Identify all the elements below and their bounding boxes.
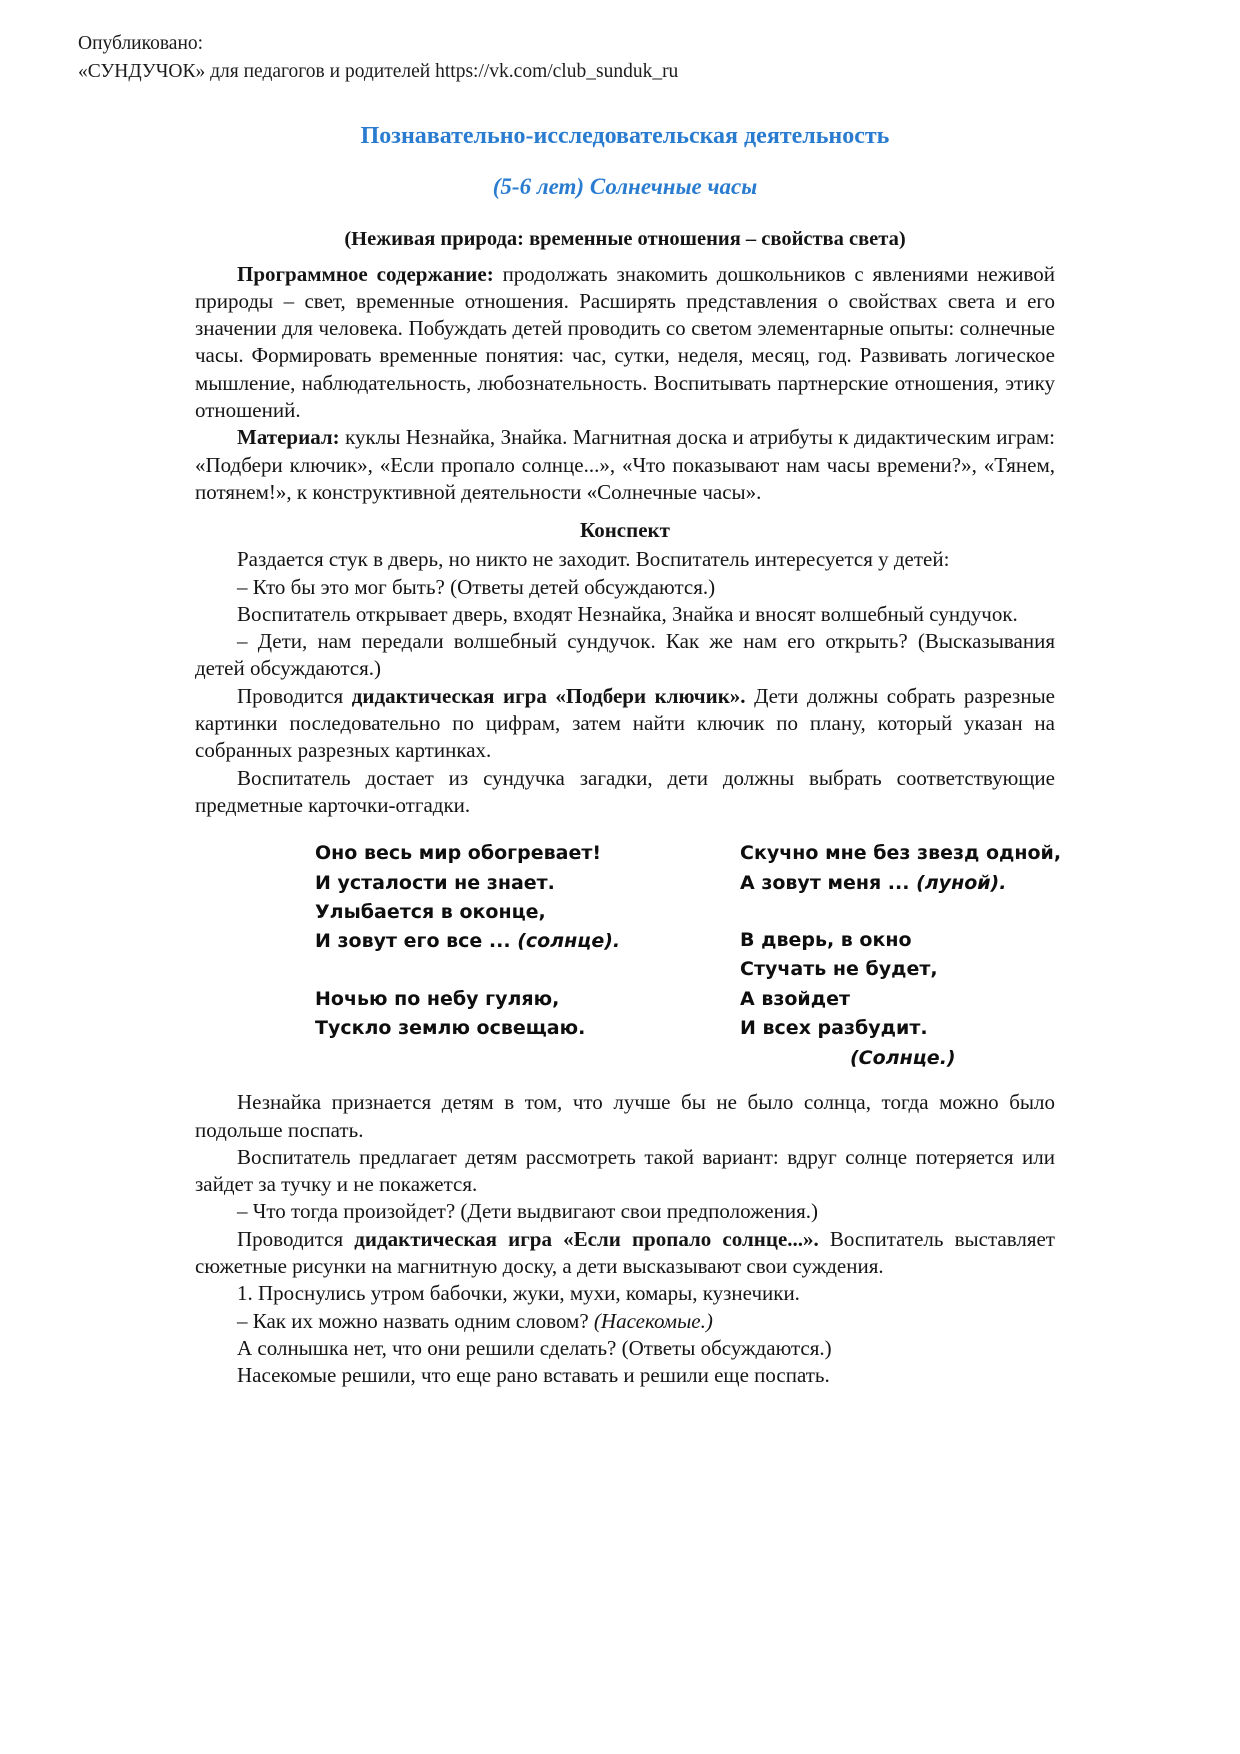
riddle-sunrise <box>740 926 1061 1073</box>
paragraph: Раздается стук в дверь, но никто не заходит. Воспитатель интересуется у детей: <box>237 547 950 572</box>
riddle-line: Оно весь мир обогревает! <box>315 842 602 865</box>
riddle-moon <box>740 839 1061 898</box>
paragraph: – Как их можно назвать одним словом? (Насекомые.) <box>237 1308 713 1333</box>
riddle-sun <box>315 839 665 957</box>
riddle-moon-walk <box>315 985 665 1044</box>
riddle-line: Улыбается в оконце, <box>315 901 546 924</box>
paragraph: Воспитатель достает из сундучка загадки, дети должны выбрать соответствующие предметные карточки-отгадки. <box>195 765 1055 817</box>
riddle-line: А взойдет <box>740 987 850 1010</box>
riddle-line: В дверь, в окно <box>740 929 912 952</box>
published-label: Опубликовано: <box>78 33 204 54</box>
paragraph: А солнышка нет, что они решили сделать? (Ответы обсуждаются.) <box>237 1335 832 1360</box>
riddle-line: И усталости не знает. <box>315 871 555 894</box>
paragraph: Незнайка признается детям в том, что лучше бы не было солнца, тогда можно было подольше поспать. <box>195 1090 1055 1142</box>
paragraph: – Что тогда произойдет? (Дети выдвигают свои предположения.) <box>237 1199 819 1224</box>
paragraph: Воспитатель открывает дверь, входят Незнайка, Знайка и вносят волшебный сундучок. <box>237 601 1018 626</box>
riddle-column-left <box>315 839 665 1044</box>
riddle-line: Стучать не будет, <box>740 958 938 981</box>
riddle-line: А зовут меня ... (луной). <box>740 871 1007 894</box>
topic-line: (Неживая природа: временные отношения – свойства света) <box>344 227 906 250</box>
paragraph: – Кто бы это мог быть? (Ответы детей обсуждаются.) <box>237 574 716 599</box>
riddle-line: Ночью по небу гуляю, <box>315 987 560 1010</box>
paragraph: Проводится дидактическая игра «Подбери ключик». Дети должны собрать разрезные картинки последовательно по цифрам, затем найти ключик по плану, который указан на собранных разрезных картинках. <box>195 683 1056 763</box>
page-title: Познавательно-исследовательская деятельность <box>360 122 890 149</box>
riddle-column-right <box>740 839 1061 1073</box>
riddle-line: Скучно мне без звезд одной, <box>740 842 1062 865</box>
paragraph: Проводится дидактическая игра «Если пропало солнце...». Воспитатель выставляет сюжетные рисунки на магнитную доску, а дети высказывают свои суждения. <box>195 1226 1055 1279</box>
riddles-section <box>195 839 1062 1073</box>
paragraph: Воспитатель предлагает детям рассмотреть такой вариант: вдруг солнце потеряется или зайдет за тучку и не покажется. <box>195 1144 1055 1197</box>
paragraph-program-content: Программное содержание: продолжать знакомить дошкольников с явлениями неживой природы – свет, временные отношения. Расширять представления о свойствах света и его значении для человека. Побуждать детей проводить со светом элементарные опыты: солнечные часы. Формировать временные понятия: час, сутки, неделя, месяц, год. Развивать логическое мышление, наблюдательность, любознательность. Воспитывать партнерские отношения, этику отношений. <box>195 261 1055 423</box>
paragraph-material: Материал: куклы Незнайка, Знайка. Магнитная доска и атрибуты к дидактическим играм: «Подбери ключик», «Если пропало солнце...», «Что показывают нам часы времени?», «Тянем, потянем!», к конструктивной деятельности «Солнечные часы». <box>195 425 1056 504</box>
riddle-answer: (Солнце.) <box>850 1046 956 1069</box>
section-heading-konspekt: Конспект <box>580 518 670 543</box>
published-header <box>78 30 1055 87</box>
riddle-line: И зовут его все ... (солнце). <box>315 930 621 953</box>
paragraph: Насекомые решили, что еще рано вставать и решили еще поспать. <box>237 1363 830 1388</box>
riddle-line: Тускло землю освещаю. <box>315 1017 586 1040</box>
riddle-line: И всех разбудит. <box>740 1017 928 1040</box>
page-subtitle: (5-6 лет) Солнечные часы <box>492 173 758 199</box>
paragraph-numbered-item: 1. Проснулись утром бабочки, жуки, мухи, комары, кузнечики. <box>237 1281 800 1306</box>
paragraph: – Дети, нам передали волшебный сундучок. Как же нам его открыть? (Высказывания детей обсуждаются.) <box>195 629 1055 681</box>
published-source-line: «СУНДУЧОК» для педагогов и родителей https://vk.com/club_sunduk_ru <box>78 61 679 83</box>
